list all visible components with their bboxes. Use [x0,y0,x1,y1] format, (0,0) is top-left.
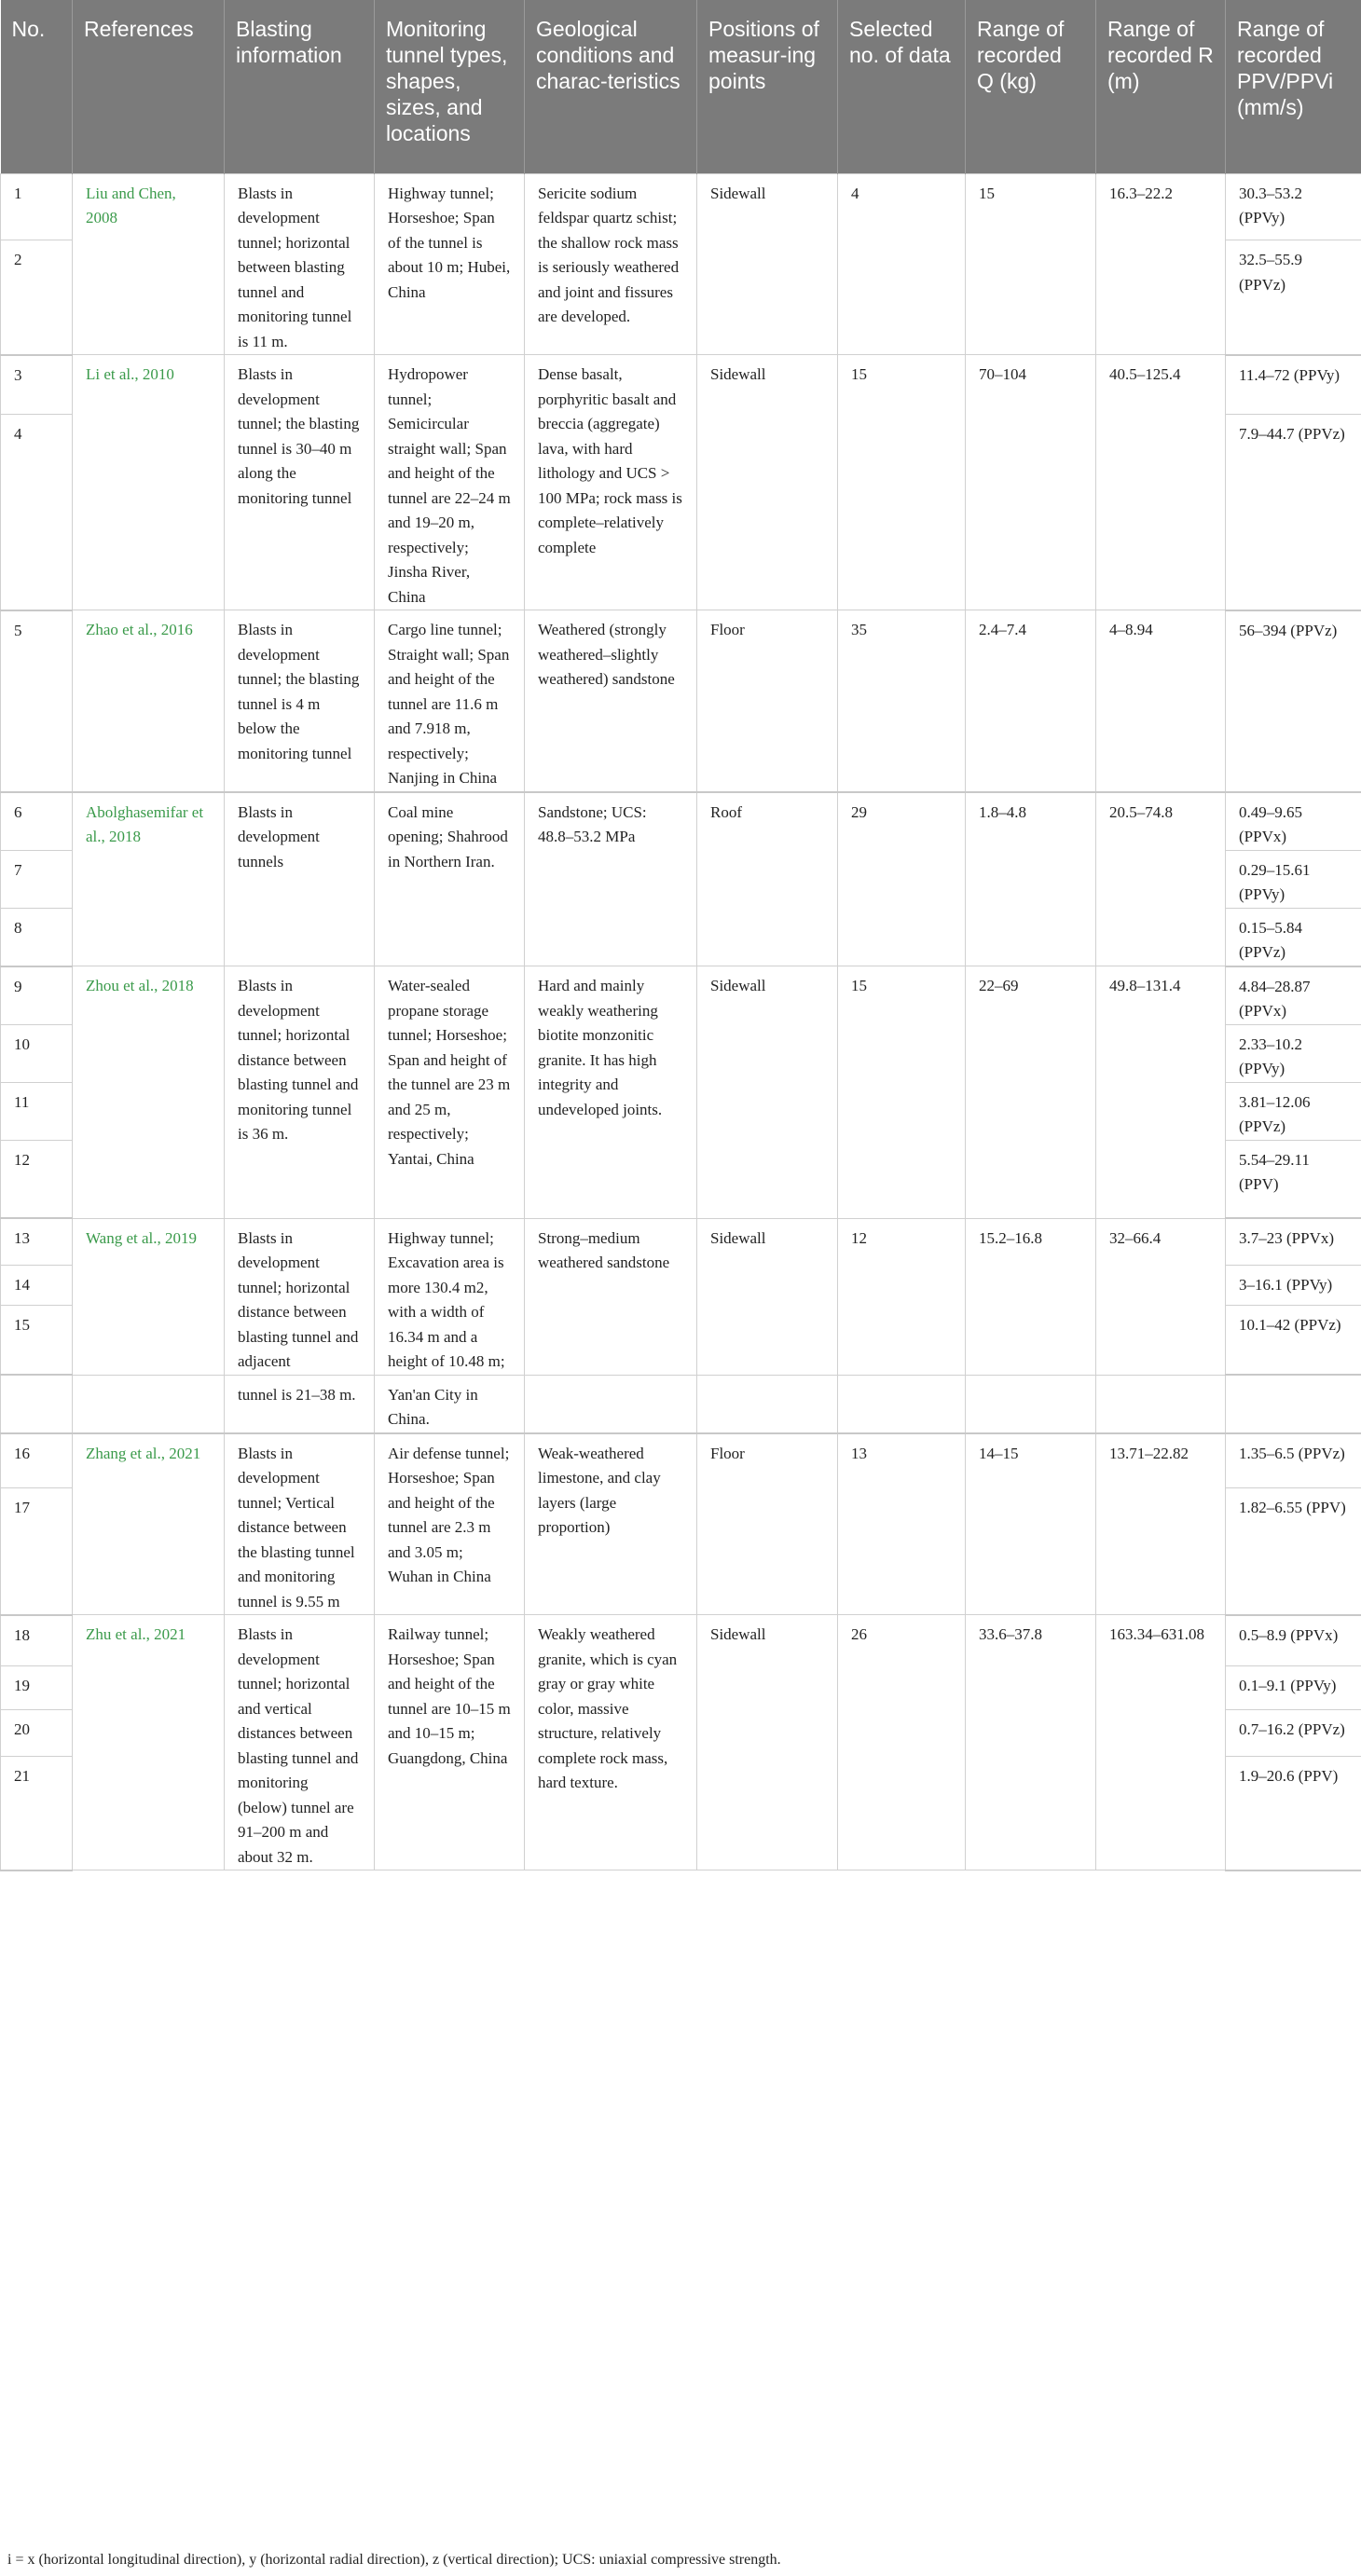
row-number-cell: 9 [1,966,73,1025]
ppv-range-cell: 32.5–55.9 (PPVz) [1226,240,1361,355]
charge-range-cell: 70–104 [966,355,1096,610]
distance-range-cell: 32–66.4 [1096,1218,1226,1375]
row-number-cell: 20 [1,1710,73,1757]
table-row [1,792,1361,851]
geology-cell: Weakly weathered granite, which is cyan gray or gray white color, massive structure, relatively complete rock mass, hard texture. [525,1615,697,1870]
row-number-cell: 16 [1,1433,73,1488]
header-cell: References [73,0,225,173]
reference-cell: Wang et al., 2019 [73,1218,225,1375]
header-cell: Range of recorded PPV/PPVi (mm/s) [1226,0,1361,173]
geology-cell: Hard and mainly weakly weathering biotite monzonitic granite. It has high integrity and undeveloped joints. [525,966,697,1219]
tunnel-info-cell: Hydropower tunnel; Semicircular straight wall; Span and height of the tunnel are 22–24 m and 19–20 m, respectively; Jinsha River, China [375,355,525,610]
position-cell: Floor [697,610,838,792]
header-cell: Range of recorded Q (kg) [966,0,1096,173]
row-number-cell: 21 [1,1757,73,1870]
count-cell: 15 [838,355,966,610]
blasting-info-cell: Blasts in development tunnel; Vertical distance between the blasting tunnel and monitoring tunnel is 9.55 m [225,1433,375,1615]
table-row [1,355,1361,415]
ppv-range-cell: 2.33–10.2 (PPVy) [1226,1024,1361,1082]
ppv-range-cell: 0.5–8.9 (PPVx) [1226,1615,1361,1666]
ppv-range-cell: 0.7–16.2 (PPVz) [1226,1710,1361,1757]
distance-range-cell: 16.3–22.2 [1096,173,1226,355]
ppv-range-cell: 0.49–9.65 (PPVx) [1226,792,1361,851]
table-row [1,173,1361,240]
position-cell: Sidewall [697,355,838,610]
ppv-range-cell: 7.9–44.7 (PPVz) [1226,414,1361,610]
charge-range-cell: 15.2–16.8 [966,1218,1096,1375]
distance-range-cell [1096,1375,1226,1433]
geology-cell: Dense basalt, porphyritic basalt and breccia (aggregate) lava, with hard lithology and UCS > 100 MPa; rock mass is complete–relatively complete [525,355,697,610]
blasting-info-cell: Blasts in development tunnel; horizontal and vertical distances between blasting tunnel and monitoring (below) tunnel are 91–200 m and about 32 m. [225,1615,375,1870]
header-cell: Selected no. of data [838,0,966,173]
charge-range-cell: 33.6–37.8 [966,1615,1096,1870]
blasting-info-cell: tunnel is 21–38 m. [225,1375,375,1433]
position-cell [697,1375,838,1433]
geology-cell: Strong–medium weathered sandstone [525,1218,697,1375]
ppv-range-cell: 1.35–6.5 (PPVz) [1226,1433,1361,1488]
row-number-cell: 6 [1,792,73,851]
distance-range-cell: 49.8–131.4 [1096,966,1226,1219]
tunnel-info-cell: Water-sealed propane storage tunnel; Horseshoe; Span and height of the tunnel are 23 m and 25 m, respectively; Yantai, China [375,966,525,1219]
reference-cell: Liu and Chen, 2008 [73,173,225,355]
distance-range-cell: 163.34–631.08 [1096,1615,1226,1870]
position-cell: Roof [697,792,838,966]
table-row [1,966,1361,1025]
charge-range-cell: 22–69 [966,966,1096,1219]
distance-range-cell: 4–8.94 [1096,610,1226,792]
row-number-cell: 3 [1,355,73,415]
geology-cell: Sericite sodium feldspar quartz schist; the shallow rock mass is seriously weathered and joint and fissures are developed. [525,173,697,355]
row-number-cell: 18 [1,1615,73,1666]
blasting-info-cell: Blasts in development tunnel; horizontal between blasting tunnel and monitoring tunnel is 11 m. [225,173,375,355]
count-cell: 12 [838,1218,966,1375]
ppv-range-cell: 0.29–15.61 (PPVy) [1226,850,1361,908]
table-row [1,610,1361,792]
reference-cell: Zhu et al., 2021 [73,1615,225,1870]
blasting-info-cell: Blasts in development tunnel; the blasting tunnel is 30–40 m along the monitoring tunnel [225,355,375,610]
ppv-range-cell: 3–16.1 (PPVy) [1226,1265,1361,1306]
reference-cell: Zhou et al., 2018 [73,966,225,1219]
ppv-range-cell: 4.84–28.87 (PPVx) [1226,966,1361,1025]
tunnel-info-cell: Highway tunnel; Horseshoe; Span of the tunnel is about 10 m; Hubei, China [375,173,525,355]
row-number-cell: 17 [1,1488,73,1615]
charge-range-cell: 1.8–4.8 [966,792,1096,966]
ppv-range-cell: 11.4–72 (PPVy) [1226,355,1361,415]
header-cell: Blasting information [225,0,375,173]
table-row [1,1433,1361,1488]
charge-range-cell [966,1375,1096,1433]
row-number-cell: 5 [1,610,73,792]
ppv-range-cell: 56–394 (PPVz) [1226,610,1361,792]
row-number-cell: 11 [1,1082,73,1140]
count-cell [838,1375,966,1433]
distance-range-cell: 40.5–125.4 [1096,355,1226,610]
blasting-info-cell: Blasts in development tunnel; the blasting tunnel is 4 m below the monitoring tunnel [225,610,375,792]
row-number-cell: 12 [1,1140,73,1218]
tunnel-info-cell: Coal mine opening; Shahrood in Northern Iran. [375,792,525,966]
position-cell: Sidewall [697,1615,838,1870]
row-number-cell [1,1375,73,1433]
row-number-cell: 8 [1,908,73,966]
table-footnote: i = x (horizontal longitudinal direction), y (horizontal radial direction), z (vertical direction); UCS: uniaxial compressive strength. [7,2552,781,2568]
count-cell: 35 [838,610,966,792]
row-number-cell: 14 [1,1265,73,1306]
header-cell: Range of recorded R (m) [1096,0,1226,173]
tunnel-info-cell: Railway tunnel; Horseshoe; Span and height of the tunnel are 10–15 m and 10–15 m; Guangdong, China [375,1615,525,1870]
count-cell: 15 [838,966,966,1219]
ppv-range-cell: 1.9–20.6 (PPV) [1226,1757,1361,1870]
ppv-range-cell: 3.81–12.06 (PPVz) [1226,1082,1361,1140]
reference-cell: Li et al., 2010 [73,355,225,610]
position-cell: Sidewall [697,1218,838,1375]
blasting-info-cell: Blasts in development tunnel; horizontal distance between blasting tunnel and adjacent [225,1218,375,1375]
header-cell: No. [1,0,73,173]
header-cell: Monitoring tunnel types, shapes, sizes, and locations [375,0,525,173]
geology-cell: Weak-weathered limestone, and clay layers (large proportion) [525,1433,697,1615]
reference-cell: Abolghasemifar et al., 2018 [73,792,225,966]
row-number-cell: 19 [1,1665,73,1710]
tunnel-info-cell: Yan'an City in China. [375,1375,525,1433]
row-number-cell: 13 [1,1218,73,1265]
row-number-cell: 4 [1,414,73,610]
position-cell: Floor [697,1433,838,1615]
reference-cell [73,1375,225,1433]
count-cell: 26 [838,1615,966,1870]
charge-range-cell: 14–15 [966,1433,1096,1615]
blasting-info-cell: Blasts in development tunnels [225,792,375,966]
table-row [1,1218,1361,1265]
row-number-cell: 15 [1,1306,73,1375]
table-row [1,1375,1361,1433]
table-row [1,1615,1361,1666]
row-number-cell: 2 [1,240,73,355]
ppv-range-cell: 1.82–6.55 (PPV) [1226,1488,1361,1615]
ppv-range-cell [1226,1375,1361,1433]
count-cell: 29 [838,792,966,966]
geology-cell [525,1375,697,1433]
tunnel-info-cell: Highway tunnel; Excavation area is more 130.4 m2, with a width of 16.34 m and a height of 10.48 m; [375,1218,525,1375]
position-cell: Sidewall [697,173,838,355]
header-row [1,0,1361,173]
row-number-cell: 7 [1,850,73,908]
tunnel-info-cell: Air defense tunnel; Horseshoe; Span and height of the tunnel are 2.3 m and 3.05 m; Wuhan in China [375,1433,525,1615]
charge-range-cell: 2.4–7.4 [966,610,1096,792]
count-cell: 4 [838,173,966,355]
ppv-range-cell: 5.54–29.11 (PPV) [1226,1140,1361,1218]
ppv-range-cell: 10.1–42 (PPVz) [1226,1306,1361,1375]
ppv-range-cell: 0.1–9.1 (PPVy) [1226,1665,1361,1710]
ppv-range-cell: 0.15–5.84 (PPVz) [1226,908,1361,966]
distance-range-cell: 13.71–22.82 [1096,1433,1226,1615]
count-cell: 13 [838,1433,966,1615]
ppv-range-cell: 3.7–23 (PPVx) [1226,1218,1361,1265]
position-cell: Sidewall [697,966,838,1219]
header-cell: Geological conditions and charac-teristics [525,0,697,173]
reference-cell: Zhang et al., 2021 [73,1433,225,1615]
ppv-range-cell: 30.3–53.2 (PPVy) [1226,173,1361,240]
row-number-cell: 10 [1,1024,73,1082]
charge-range-cell: 15 [966,173,1096,355]
header-cell: Positions of measur-ing points [697,0,838,173]
row-number-cell: 1 [1,173,73,240]
blasting-info-cell: Blasts in development tunnel; horizontal distance between blasting tunnel and monitoring tunnel is 36 m. [225,966,375,1219]
geology-cell: Sandstone; UCS: 48.8–53.2 MPa [525,792,697,966]
distance-range-cell: 20.5–74.8 [1096,792,1226,966]
tunnel-info-cell: Cargo line tunnel; Straight wall; Span and height of the tunnel are 11.6 m and 7.918 m, respectively; Nanjing in China [375,610,525,792]
geology-cell: Weathered (strongly weathered–slightly weathered) sandstone [525,610,697,792]
reference-cell: Zhao et al., 2016 [73,610,225,792]
